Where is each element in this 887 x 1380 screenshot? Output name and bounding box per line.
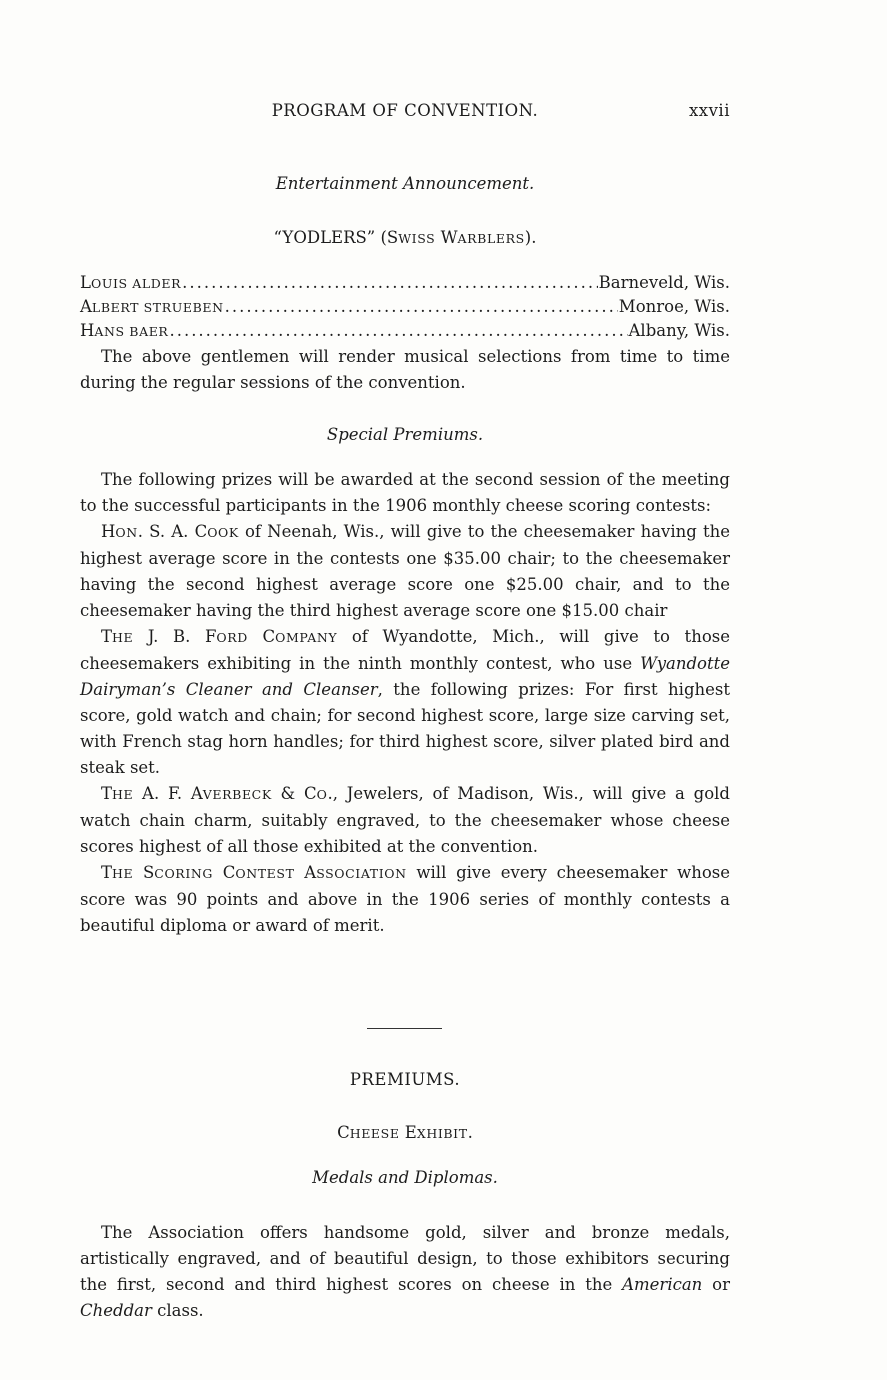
running-header <box>80 101 730 125</box>
performer-list <box>80 271 730 343</box>
special-premiums-body <box>80 467 730 939</box>
entertainment-note: The above gentlemen will render musical selections from time to time during the regular sessions of the convention. <box>80 347 730 392</box>
yodlers-end: ). <box>524 228 537 247</box>
performer-name: ALBERT STRUEBEN <box>80 297 224 316</box>
medals-paragraph: The Association offers handsome gold, silver and bronze medals, artistically engraved, and of beautiful design, to those exhibitors securing the first, second and third highest scores on cheese in the American or Cheddar class. <box>80 1223 730 1320</box>
cheese-exhibit-heading: CHEESE EXHIBIT. <box>337 1123 473 1142</box>
performer-place: Albany, Wis. <box>628 321 730 340</box>
performer-place: Monroe, Wis. <box>618 297 730 316</box>
special-premiums-intro: The following prizes will be awarded at the second session of the meeting to the successful participants in the 1906 monthly cheese scoring contests: <box>80 470 730 515</box>
medals-heading: Medals and Diplomas. <box>312 1168 498 1187</box>
leader-dots <box>169 319 627 343</box>
special-premiums-heading: Special Premiums. <box>326 425 484 444</box>
leader-dots <box>182 271 598 295</box>
page-number: xxvii <box>689 101 730 120</box>
performer-place: Barneveld, Wis. <box>598 273 730 292</box>
yodlers-title: “YODLERS” ( <box>273 228 387 247</box>
premiums-heading: PREMIUMS. <box>349 1070 461 1089</box>
ford-prize-paragraph: THE J. B. FORD COMPANY of Wyandotte, Mich., will give to those cheesemakers exhibiting in the ninth monthly contest, who use Wyandotte Dairyman’s Cleaner and Cleanser, the following prizes: For first highest score, gold watch and chain; for second highest score, large size carving set, with French stag horn handles; for third highest score, silver plated bird and steak set. <box>80 627 730 777</box>
association-prize-paragraph: THE SCORING CONTEST ASSOCIATION will give every cheesemaker whose score was 90 points and above in the 1906 series of monthly contests a beautiful diploma or award of merit. <box>80 863 730 935</box>
entertainment-heading: Entertainment Announcement. <box>275 174 535 193</box>
premiums-body <box>80 1220 730 1324</box>
performer-name: HANS BAER <box>80 321 169 340</box>
yodlers-subheading <box>80 228 730 247</box>
running-title: PROGRAM OF CONVENTION. <box>271 101 539 120</box>
entertainment-note-block <box>80 344 730 396</box>
performer-entry <box>80 271 730 295</box>
performer-entry <box>80 295 730 319</box>
leader-dots <box>225 295 618 319</box>
yodlers-sc: SWISS WARBLERS <box>386 228 525 247</box>
performer-entry <box>80 319 730 343</box>
performer-name: LOUIS ALDER <box>80 273 182 292</box>
averbeck-prize-paragraph: THE A. F. AVERBECK & CO., Jewelers, of Madison, Wis., will give a gold watch chain charm, suitably engraved, to the cheesemaker whose cheese scores highest of all those exhibited at the convention. <box>80 784 730 856</box>
cook-prize-paragraph: HON. S. A. COOK of Neenah, Wis., will give to the cheesemaker having the highest average score in the contests one $35.00 chair; to the cheesemaker having the second highest average score one $25.00 chair, and to the cheesemaker having the third highest average score one $15.00 chair <box>80 522 730 620</box>
section-divider <box>367 1028 442 1029</box>
